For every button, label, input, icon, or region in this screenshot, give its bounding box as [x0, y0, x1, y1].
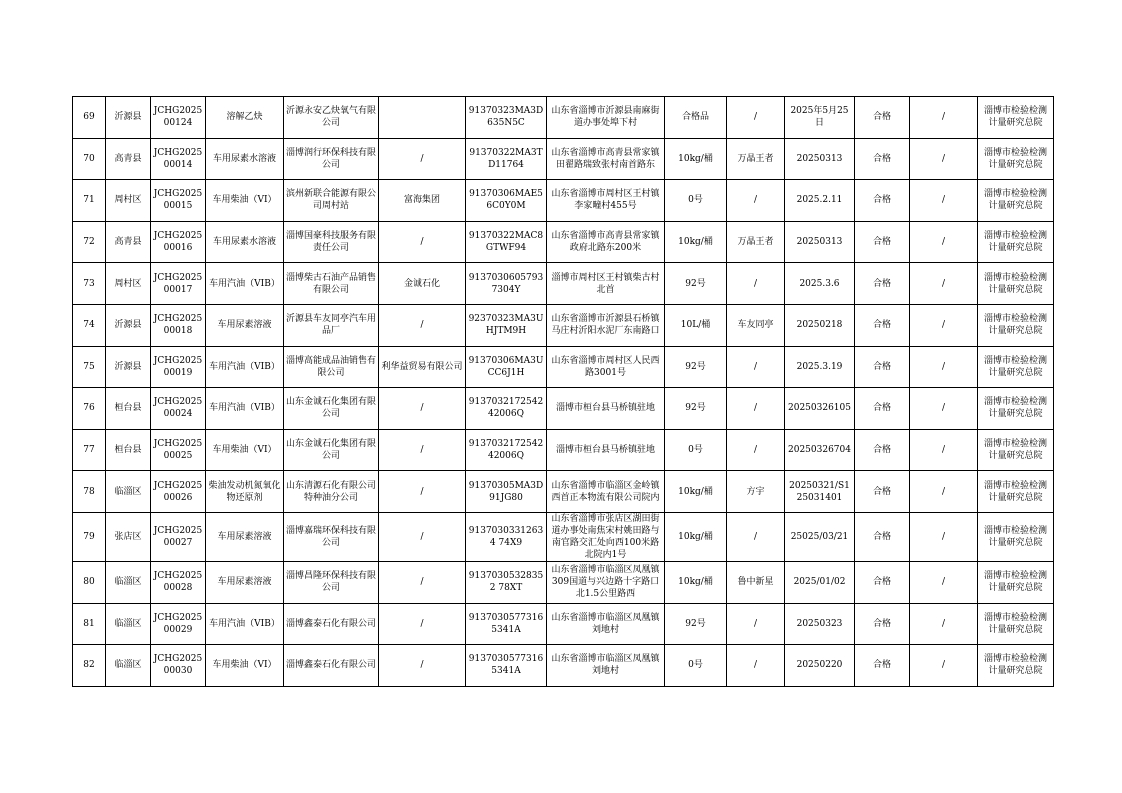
cell-credit: 913703217254242006Q: [466, 429, 547, 471]
cell-code: JCHG202500017: [151, 263, 206, 305]
cell-spec: 0号: [665, 180, 727, 222]
cell-trademark: /: [727, 346, 785, 388]
cell-address: 山东省淄博市周村区人民西路3001号: [547, 346, 665, 388]
cell-brand: /: [379, 645, 466, 687]
cell-trademark: 车友同亭: [727, 304, 785, 346]
cell-company: 山东金诚石化集团有限公司: [284, 388, 379, 430]
cell-product: 车用汽油（VIB）: [206, 388, 284, 430]
cell-credit: 91370305773165341A: [466, 603, 547, 645]
cell-product: 车用柴油（VI）: [206, 645, 284, 687]
cell-spec: 10kg/桶: [665, 221, 727, 263]
cell-no: 82: [73, 645, 106, 687]
cell-remark: /: [910, 471, 978, 513]
table-row: [73, 221, 1054, 263]
cell-no: 81: [73, 603, 106, 645]
cell-brand: /: [379, 388, 466, 430]
table-row: [73, 429, 1054, 471]
cell-date: 25025/03/21: [785, 512, 855, 561]
cell-agency: 淄博市检验检测计量研究总院: [978, 138, 1054, 180]
cell-no: 70: [73, 138, 106, 180]
cell-brand: /: [379, 304, 466, 346]
cell-code: JCHG202500018: [151, 304, 206, 346]
cell-no: 74: [73, 304, 106, 346]
cell-result: 合格: [855, 388, 910, 430]
cell-date: 2025.3.6: [785, 263, 855, 305]
cell-result: 合格: [855, 97, 910, 139]
cell-company: 滨州新联合能源有限公司周村站: [284, 180, 379, 222]
cell-company: 淄博鑫泰石化有限公司: [284, 603, 379, 645]
cell-address: 淄博市桓台县马桥镇驻地: [547, 388, 665, 430]
cell-result: 合格: [855, 471, 910, 513]
cell-product: 车用汽油（VIB）: [206, 263, 284, 305]
cell-agency: 淄博市检验检测计量研究总院: [978, 388, 1054, 430]
cell-product: 车用尿素溶液: [206, 512, 284, 561]
cell-date: 20250313: [785, 221, 855, 263]
cell-code: JCHG202500030: [151, 645, 206, 687]
cell-trademark: /: [727, 603, 785, 645]
cell-credit: 91370305328352 78XT: [466, 561, 547, 603]
cell-agency: 淄博市检验检测计量研究总院: [978, 180, 1054, 222]
cell-brand: /: [379, 561, 466, 603]
cell-result: 合格: [855, 429, 910, 471]
cell-date: 2025/01/02: [785, 561, 855, 603]
cell-date: 20250220: [785, 645, 855, 687]
cell-date: 2025年5月25日: [785, 97, 855, 139]
cell-remark: /: [910, 263, 978, 305]
cell-code: JCHG202500025: [151, 429, 206, 471]
cell-region: 临淄区: [106, 645, 151, 687]
cell-no: 72: [73, 221, 106, 263]
cell-company: 淄博昌隆环保科技有限公司: [284, 561, 379, 603]
cell-remark: /: [910, 512, 978, 561]
cell-code: JCHG202500015: [151, 180, 206, 222]
cell-result: 合格: [855, 263, 910, 305]
table-row: [73, 180, 1054, 222]
cell-product: 车用柴油（VI）: [206, 180, 284, 222]
cell-agency: 淄博市检验检测计量研究总院: [978, 304, 1054, 346]
cell-credit: 91370306057937304Y: [466, 263, 547, 305]
cell-address: 山东省淄博市张店区湖田街道办事处南焦宋村姚田路与南官路交汇处向西100米路北院内1号: [547, 512, 665, 561]
cell-company: 淄博润行环保科技有限公司: [284, 138, 379, 180]
cell-product: 溶解乙炔: [206, 97, 284, 139]
cell-no: 71: [73, 180, 106, 222]
table-body: [73, 97, 1054, 687]
cell-company: 淄博高能成品油销售有限公司: [284, 346, 379, 388]
cell-region: 临淄区: [106, 471, 151, 513]
cell-region: 沂源县: [106, 346, 151, 388]
cell-trademark: 万晶王者: [727, 221, 785, 263]
cell-code: JCHG202500024: [151, 388, 206, 430]
cell-brand: 利华益贸易有限公司: [379, 346, 466, 388]
cell-region: 高青县: [106, 221, 151, 263]
cell-code: JCHG202500124: [151, 97, 206, 139]
cell-agency: 淄博市检验检测计量研究总院: [978, 97, 1054, 139]
cell-result: 合格: [855, 180, 910, 222]
cell-no: 80: [73, 561, 106, 603]
cell-spec: 0号: [665, 429, 727, 471]
cell-company: 沂源县车友同亭汽车用品厂: [284, 304, 379, 346]
cell-spec: 10kg/桶: [665, 138, 727, 180]
cell-company: 山东金诚石化集团有限公司: [284, 429, 379, 471]
table-row: [73, 97, 1054, 139]
cell-region: 临淄区: [106, 603, 151, 645]
cell-result: 合格: [855, 221, 910, 263]
cell-credit: 91370306MA3UCC6J1H: [466, 346, 547, 388]
cell-product: 车用汽油（VIB）: [206, 346, 284, 388]
cell-no: 77: [73, 429, 106, 471]
cell-address: 淄博市桓台县马桥镇驻地: [547, 429, 665, 471]
cell-spec: 92号: [665, 388, 727, 430]
cell-spec: 92号: [665, 346, 727, 388]
cell-date: 20250218: [785, 304, 855, 346]
cell-credit: 92370323MA3UHJTM9H: [466, 304, 547, 346]
cell-remark: /: [910, 603, 978, 645]
cell-spec: 0号: [665, 645, 727, 687]
cell-brand: /: [379, 221, 466, 263]
cell-brand: 金诚石化: [379, 263, 466, 305]
cell-remark: /: [910, 221, 978, 263]
cell-brand: /: [379, 471, 466, 513]
cell-trademark: 万晶王者: [727, 138, 785, 180]
cell-code: JCHG202500016: [151, 221, 206, 263]
table-row: [73, 263, 1054, 305]
cell-result: 合格: [855, 138, 910, 180]
cell-region: 张店区: [106, 512, 151, 561]
cell-trademark: /: [727, 645, 785, 687]
cell-remark: /: [910, 645, 978, 687]
cell-brand: /: [379, 429, 466, 471]
cell-address: 山东省淄博市临淄区凤凰镇309国道与兴边路十字路口北1.5公里路西: [547, 561, 665, 603]
cell-code: JCHG202500029: [151, 603, 206, 645]
table-row: [73, 304, 1054, 346]
cell-date: 20250326105: [785, 388, 855, 430]
cell-code: JCHG202500014: [151, 138, 206, 180]
cell-brand: 富海集团: [379, 180, 466, 222]
cell-agency: 淄博市检验检测计量研究总院: [978, 603, 1054, 645]
table-row: [73, 138, 1054, 180]
cell-spec: 92号: [665, 603, 727, 645]
table-row: [73, 561, 1054, 603]
cell-trademark: /: [727, 263, 785, 305]
table-row: [73, 388, 1054, 430]
cell-trademark: /: [727, 512, 785, 561]
cell-code: JCHG202500027: [151, 512, 206, 561]
cell-region: 桓台县: [106, 388, 151, 430]
cell-trademark: /: [727, 429, 785, 471]
table-row: [73, 471, 1054, 513]
cell-brand: /: [379, 512, 466, 561]
cell-address: 山东省淄博市临淄区金岭镇西首正本物流有限公司院内: [547, 471, 665, 513]
cell-agency: 淄博市检验检测计量研究总院: [978, 645, 1054, 687]
cell-agency: 淄博市检验检测计量研究总院: [978, 429, 1054, 471]
cell-code: JCHG202500028: [151, 561, 206, 603]
cell-spec: 合格品: [665, 97, 727, 139]
cell-no: 76: [73, 388, 106, 430]
cell-credit: 913703217254242006Q: [466, 388, 547, 430]
cell-product: 车用尿素溶液: [206, 561, 284, 603]
cell-region: 临淄区: [106, 561, 151, 603]
cell-product: 车用柴油（VI）: [206, 429, 284, 471]
cell-agency: 淄博市检验检测计量研究总院: [978, 471, 1054, 513]
cell-company: 沂源永安乙炔氧气有限公司: [284, 97, 379, 139]
cell-address: 山东省淄博市沂源县石桥镇马庄村沂阳水泥厂东南路口: [547, 304, 665, 346]
cell-trademark: /: [727, 180, 785, 222]
cell-no: 78: [73, 471, 106, 513]
cell-company: 山东清源石化有限公司特种油分公司: [284, 471, 379, 513]
cell-no: 69: [73, 97, 106, 139]
cell-result: 合格: [855, 512, 910, 561]
cell-product: 车用尿素水溶液: [206, 138, 284, 180]
cell-remark: /: [910, 180, 978, 222]
cell-remark: /: [910, 561, 978, 603]
cell-region: 沂源县: [106, 304, 151, 346]
cell-remark: /: [910, 346, 978, 388]
cell-brand: [379, 97, 466, 139]
cell-credit: 91370306MAE56C0Y0M: [466, 180, 547, 222]
cell-no: 79: [73, 512, 106, 561]
table-row: [73, 346, 1054, 388]
cell-credit: 91370322MA3TD11764: [466, 138, 547, 180]
cell-trademark: 鲁中新星: [727, 561, 785, 603]
cell-spec: 10kg/桶: [665, 471, 727, 513]
table-row: [73, 603, 1054, 645]
table-row: [73, 645, 1054, 687]
cell-company: 淄博嘉瑞环保科技有限公司: [284, 512, 379, 561]
cell-code: JCHG202500026: [151, 471, 206, 513]
cell-address: 山东省淄博市临淄区凤凰镇刘地村: [547, 645, 665, 687]
cell-company: 淄博柴古石油产品销售有限公司: [284, 263, 379, 305]
cell-credit: 91370323MA3D635N5C: [466, 97, 547, 139]
cell-date: 20250313: [785, 138, 855, 180]
cell-address: 山东省淄博市周村区王村镇李家疃村455号: [547, 180, 665, 222]
cell-product: 车用尿素溶液: [206, 304, 284, 346]
cell-address: 淄博市周村区王村镇柴古村北首: [547, 263, 665, 305]
cell-credit: 91370303312634 74X9: [466, 512, 547, 561]
cell-spec: 10kg/桶: [665, 561, 727, 603]
cell-trademark: /: [727, 388, 785, 430]
cell-region: 高青县: [106, 138, 151, 180]
cell-spec: 10L/桶: [665, 304, 727, 346]
cell-code: JCHG202500019: [151, 346, 206, 388]
cell-date: 2025.3.19: [785, 346, 855, 388]
cell-remark: /: [910, 429, 978, 471]
cell-product: 车用汽油（VIB）: [206, 603, 284, 645]
cell-agency: 淄博市检验检测计量研究总院: [978, 561, 1054, 603]
cell-spec: 10kg/桶: [665, 512, 727, 561]
cell-region: 沂源县: [106, 97, 151, 139]
cell-brand: /: [379, 603, 466, 645]
cell-company: 淄博鑫泰石化有限公司: [284, 645, 379, 687]
cell-agency: 淄博市检验检测计量研究总院: [978, 263, 1054, 305]
cell-credit: 91370305773165341A: [466, 645, 547, 687]
cell-region: 周村区: [106, 180, 151, 222]
cell-credit: 91370305MA3D91JG80: [466, 471, 547, 513]
cell-result: 合格: [855, 346, 910, 388]
cell-region: 桓台县: [106, 429, 151, 471]
cell-address: 山东省淄博市高青县常家镇田翟路瑞致张村南首路东: [547, 138, 665, 180]
cell-product: 车用尿素水溶液: [206, 221, 284, 263]
cell-brand: /: [379, 138, 466, 180]
cell-result: 合格: [855, 561, 910, 603]
cell-company: 淄博国豪科技服务有限责任公司: [284, 221, 379, 263]
cell-address: 山东省淄博市临淄区凤凰镇刘地村: [547, 603, 665, 645]
cell-date: 20250326704: [785, 429, 855, 471]
cell-result: 合格: [855, 603, 910, 645]
cell-result: 合格: [855, 645, 910, 687]
cell-address: 山东省淄博市高青县常家镇政府北路东200米: [547, 221, 665, 263]
cell-date: 2025.2.11: [785, 180, 855, 222]
cell-address: 山东省淄博市沂源县南麻街道办事处埠下村: [547, 97, 665, 139]
inspection-results-table: [72, 96, 1054, 687]
cell-date: 20250321/S125031401: [785, 471, 855, 513]
cell-result: 合格: [855, 304, 910, 346]
table-row: [73, 512, 1054, 561]
cell-remark: /: [910, 97, 978, 139]
cell-remark: /: [910, 304, 978, 346]
cell-remark: /: [910, 138, 978, 180]
cell-date: 20250323: [785, 603, 855, 645]
cell-credit: 91370322MAC8GTWF94: [466, 221, 547, 263]
cell-no: 73: [73, 263, 106, 305]
cell-agency: 淄博市检验检测计量研究总院: [978, 221, 1054, 263]
cell-trademark: 方宇: [727, 471, 785, 513]
cell-no: 75: [73, 346, 106, 388]
cell-remark: /: [910, 388, 978, 430]
cell-spec: 92号: [665, 263, 727, 305]
cell-trademark: /: [727, 97, 785, 139]
cell-agency: 淄博市检验检测计量研究总院: [978, 512, 1054, 561]
cell-agency: 淄博市检验检测计量研究总院: [978, 346, 1054, 388]
cell-product: 柴油发动机氮氧化物还原剂: [206, 471, 284, 513]
cell-region: 周村区: [106, 263, 151, 305]
